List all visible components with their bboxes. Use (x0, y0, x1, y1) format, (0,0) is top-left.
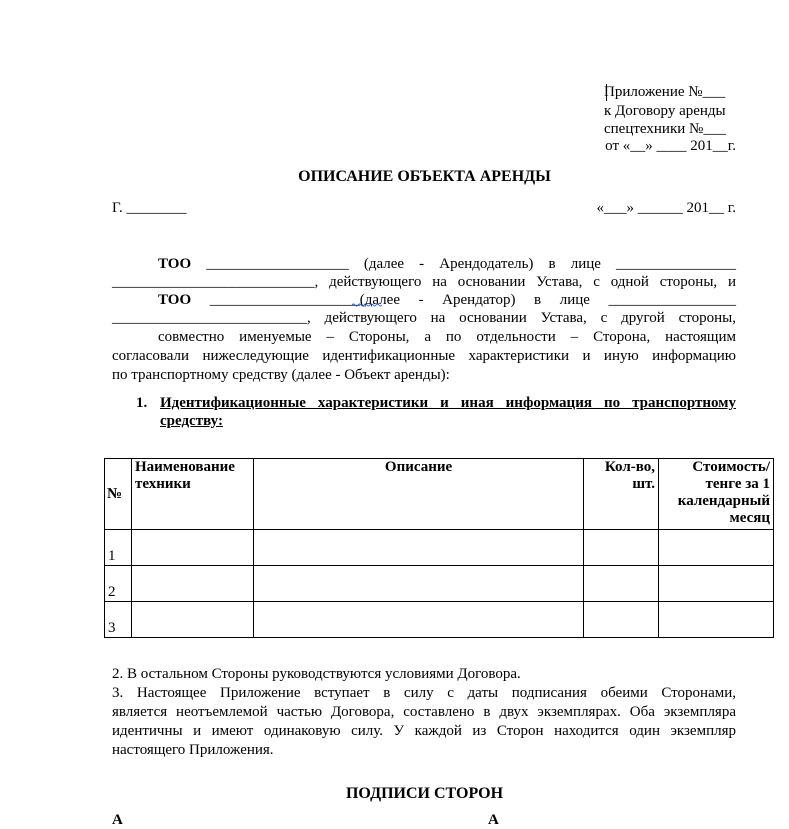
page-title: ОПИСАНИЕ ОБЪЕКТА АРЕНДЫ (298, 168, 551, 185)
header-equipment-name: Наименование техники (131, 459, 253, 530)
clause-3-line4: настоящего Приложения. (112, 742, 274, 758)
row-number: 3 (105, 602, 132, 638)
clause-3-line2: является неотъемлемой частью Договора, составлено в двух экземплярах. Оба экземпляра (112, 704, 736, 720)
clause-3-line1: 3. Настоящее Приложение вступает в силу с даты подписания обеими Сторонами, (112, 685, 736, 701)
signature-left-party: А (112, 812, 123, 828)
date-field: «___» ______ 201__ г. (596, 200, 736, 216)
cell-quantity[interactable] (584, 530, 659, 566)
table-row (105, 602, 774, 638)
cell-description[interactable] (253, 602, 583, 638)
cell-name[interactable] (131, 566, 253, 602)
cell-name[interactable] (131, 602, 253, 638)
intro-paragraph-3-line1: совместно именуемые – Стороны, а по отдельности – Сторона, настоящим (158, 329, 736, 345)
section-1-heading: Идентификационные характеристики и иная информация по транспортному (160, 395, 736, 411)
table-row (105, 566, 774, 602)
header-quantity: Кол-во, шт. (584, 459, 659, 530)
intro-paragraph-2 (112, 291, 736, 310)
cell-cost[interactable] (659, 566, 774, 602)
intro-paragraph-3-line2: согласовали нижеследующие идентификационные характеристики и иную информацию (112, 348, 736, 364)
header-cost: Стоимость/ тенге за 1 календарный месяц (659, 459, 774, 530)
cell-cost[interactable] (659, 530, 774, 566)
intro-paragraph-3-line3: по транспортному средству (далее - Объект аренды): (112, 367, 450, 383)
spellcheck-squiggle-icon (352, 303, 382, 307)
row-number: 1 (105, 530, 132, 566)
intro-paragraph-1-line2: ___________________________, действующего на основании Устава, с одной стороны, и (112, 274, 736, 290)
cell-description[interactable] (253, 566, 583, 602)
appendix-contract: к Договору аренды (604, 102, 726, 119)
appendix-header (604, 83, 726, 139)
cell-description[interactable] (253, 530, 583, 566)
header-description: Описание (253, 459, 583, 530)
row-number: 2 (105, 566, 132, 602)
table-header-row (105, 459, 774, 530)
appendix-machinery: спецтехники №___ (604, 121, 726, 137)
intro-paragraph-1 (112, 255, 736, 274)
section-1-number: 1. (136, 395, 148, 411)
clause-2: 2. В остальном Стороны руководствуются условиями Договора. (112, 666, 521, 682)
equipment-table (104, 458, 774, 638)
cell-name[interactable] (131, 530, 253, 566)
cell-quantity[interactable] (584, 566, 659, 602)
appendix-number: Приложение №___ (604, 84, 726, 100)
clause-3-line3: идентичны и имеют одинаковую силу. У каждой из Сторон находится один экземпляр (112, 723, 736, 739)
city-field: Г. ________ (112, 200, 187, 216)
table-row (105, 530, 774, 566)
company-prefix-lessee: ТОО (158, 292, 192, 308)
header-number: № (105, 459, 132, 530)
section-1-heading-line2: средству: (160, 413, 223, 429)
lessee-line: ____________________(далее - Арендатор) в лице _________________ (209, 292, 737, 308)
signatures-title: ПОДПИСИ СТОРОН (345, 785, 504, 802)
intro-paragraph-2-line2: __________________________, действующего на основании Устава, с другой стороны, (112, 310, 736, 326)
signature-right-party: А (488, 812, 499, 828)
lessor-line: ___________________ (далее - Арендодатель) в лице ________________ (206, 256, 737, 272)
company-prefix-lessor: ТОО (158, 256, 192, 272)
appendix-date: от «__» ____ 201__г. (605, 138, 736, 154)
cell-cost[interactable] (659, 602, 774, 638)
cell-quantity[interactable] (584, 602, 659, 638)
